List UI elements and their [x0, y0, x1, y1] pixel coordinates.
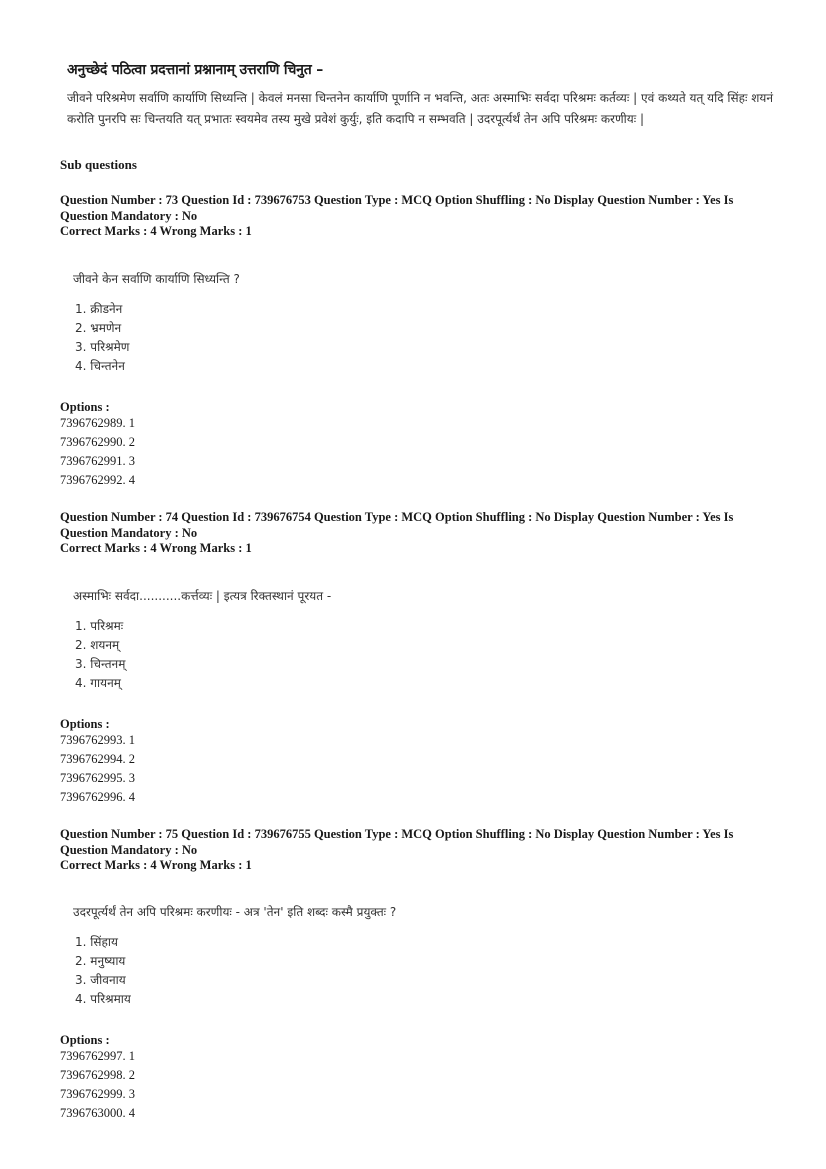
question-marks: Correct Marks : 4 Wrong Marks : 1 [60, 541, 252, 555]
answer-choice: 4. गायनम् [75, 676, 121, 690]
option-id: 7396762991. 3 [60, 454, 135, 468]
question-meta-mandatory: Question Mandatory : No [60, 525, 198, 540]
question-block-75 [60, 827, 780, 1120]
answer-choices [75, 933, 131, 1009]
question-text: उदरपूर्त्यर्थं तेन अपि परिश्रमः करणीयः - अत्र 'तेन' इति शब्दः कस्मै प्रयुक्तः ? [73, 905, 397, 919]
answer-choice: 1. परिश्रमः [75, 619, 124, 633]
answer-choice: 4. चिन्तनेन [75, 359, 125, 373]
answer-choice: 1. सिंहाय [75, 935, 118, 949]
options-label: Options : [60, 717, 110, 731]
option-id: 7396762989. 1 [60, 416, 135, 430]
option-id: 7396762995. 3 [60, 771, 135, 785]
options-label: Options : [60, 1033, 110, 1047]
option-id: 7396762996. 4 [60, 790, 135, 804]
question-meta-line: Question Number : 75 Question Id : 739676755 Question Type : MCQ Option Shuffling : No Display Question Number : Yes Is [60, 827, 734, 841]
answer-choice: 3. जीवनाय [75, 973, 126, 987]
question-text: अस्माभिः सर्वदा...........कर्त्तव्यः | इत्यत्र रिक्तस्थानं पूरयत - [73, 589, 332, 603]
question-meta-line: Question Number : 73 Question Id : 739676753 Question Type : MCQ Option Shuffling : No Display Question Number : Yes Is [60, 193, 734, 207]
answer-choices [75, 300, 129, 376]
option-id: 7396762999. 3 [60, 1087, 135, 1101]
option-id-list [60, 414, 135, 490]
option-id: 7396762993. 1 [60, 733, 135, 747]
answer-choice: 2. भ्रमणेन [75, 321, 122, 335]
question-meta-mandatory: Question Mandatory : No [60, 208, 198, 223]
question-meta [60, 827, 760, 874]
answer-choice: 4. परिश्रमाय [75, 992, 131, 1006]
option-id: 7396762998. 2 [60, 1068, 135, 1082]
answer-choice: 3. परिश्रमेण [75, 340, 130, 354]
option-id: 7396762994. 2 [60, 752, 135, 766]
option-id-list [60, 1047, 135, 1123]
option-id-list [60, 731, 135, 807]
option-id: 7396762992. 4 [60, 473, 135, 487]
question-block-74 [60, 510, 780, 804]
passage-heading: अनुच्छेदं पठित्वा प्रदत्तानां प्रश्नानाम् उत्तराणि चिनुत – [67, 62, 324, 78]
option-id: 7396762997. 1 [60, 1049, 135, 1063]
option-id: 7396762990. 2 [60, 435, 135, 449]
question-marks: Correct Marks : 4 Wrong Marks : 1 [60, 224, 252, 238]
passage-text: जीवने परिश्रमेण सर्वाणि कार्याणि सिध्यन्ति | केवलं मनसा चिन्तनेन कार्याणि पूर्णानि न भवन्ति, अतः अस्माभिः सर्वदा परिश्रमः कर्तव्यः | एवं कथ्यते यत् यदि सिंहः शयनं करोति पुनरपि सः चिन्तयति यत् प्रभातः स्वयमेव तस्य मुखे प्रवेशं कुर्युः, इति कदापि न सम्भवति | उदरपूर्त्यर्थं तेन अपि परिश्रमः करणीयः | [67, 91, 774, 126]
question-meta [60, 193, 760, 240]
answer-choice: 2. मनुष्याय [75, 954, 126, 968]
question-marks: Correct Marks : 4 Wrong Marks : 1 [60, 858, 252, 872]
answer-choice: 3. चिन्तनम् [75, 657, 126, 671]
question-block-73 [60, 193, 780, 487]
question-meta-mandatory: Question Mandatory : No [60, 842, 198, 857]
sub-questions-label: Sub questions [60, 157, 137, 172]
option-id: 7396763000. 4 [60, 1106, 135, 1120]
answer-choice: 2. शयनम् [75, 638, 120, 652]
question-meta-line: Question Number : 74 Question Id : 739676754 Question Type : MCQ Option Shuffling : No Display Question Number : Yes Is [60, 510, 734, 524]
answer-choice: 1. क्रीडनेन [75, 302, 123, 316]
question-text: जीवने केन सर्वाणि कार्याणि सिध्यन्ति ? [73, 272, 240, 286]
question-meta [60, 510, 760, 557]
options-label: Options : [60, 400, 110, 414]
answer-choices [75, 617, 125, 693]
